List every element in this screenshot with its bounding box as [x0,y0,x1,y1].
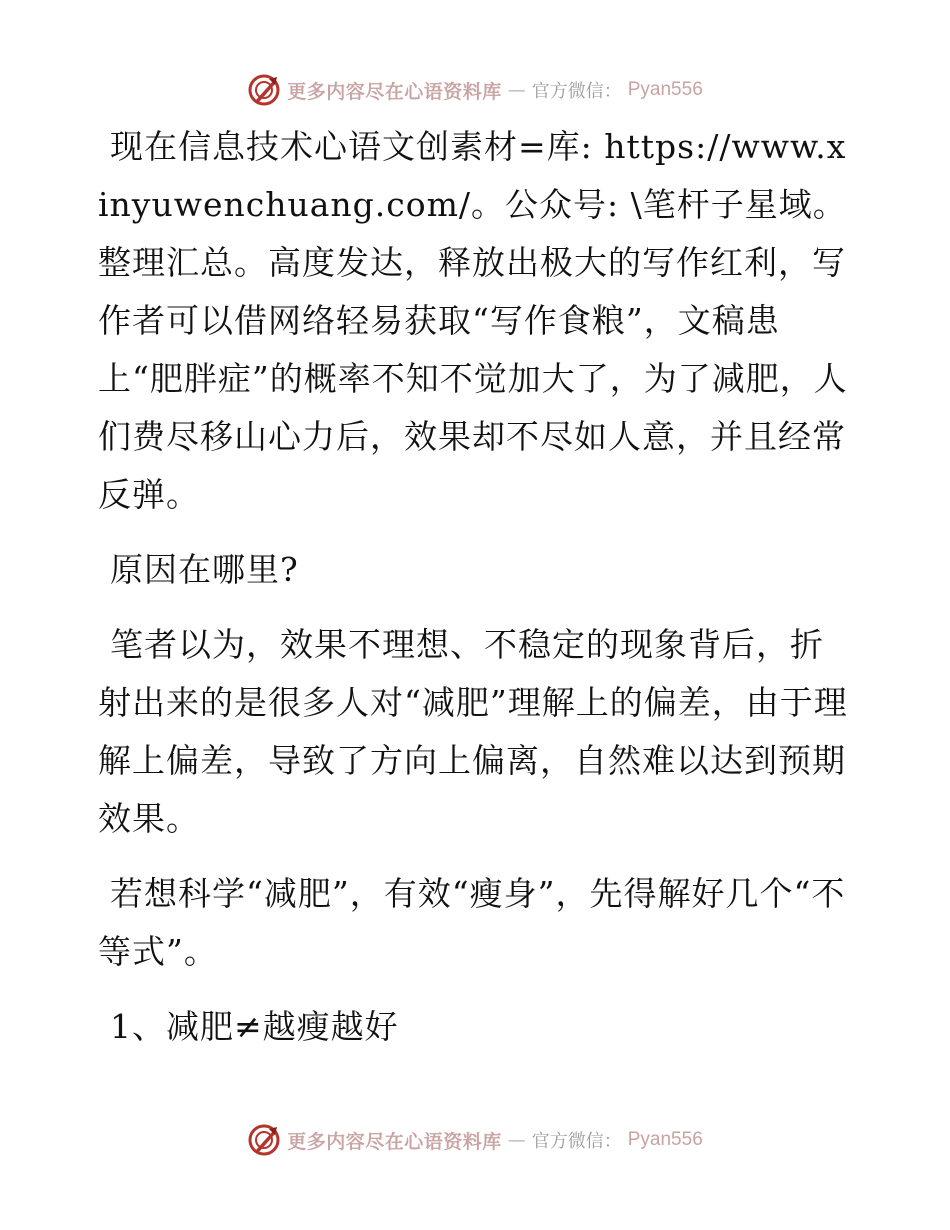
section-heading-1: 1、减肥≠越瘦越好 [110,1007,399,1046]
brand-logo-icon [247,1123,281,1157]
paragraph-2: 原因在哪里? [110,550,299,589]
brand-logo-icon [247,73,281,107]
header-banner-separator: — [507,79,526,101]
paragraph-4: 若想科学“减肥”，有效“瘦身”，先得解好几个“不等式”。 [98,874,846,971]
document-body [98,118,850,1073]
header-wechat-id: Pyan556 [627,79,703,100]
footer-wechat-label: 官方微信： [531,1131,622,1152]
header-banner-text: 更多内容尽在心语资料库 [287,80,502,103]
paragraph-1: 现在信息技术心语文创素材=库: https://www.xinyuwenchuang.com/。公众号: \笔杆子星域。整理汇总。高度发达，释放出极大的写作红利，写作者可以借网络轻易获取“写作食粮”，文稿患上“肥胖症”的概率不知不觉加大了，为了减肥，人们费尽移山心力后，效果却不尽如人意，并且经常反弹。 [98,127,848,514]
footer-banner [0,1120,950,1160]
footer-banner-text: 更多内容尽在心语资料库 [287,1130,502,1153]
header-wechat-label: 官方微信： [531,81,622,102]
header-banner [0,70,950,110]
footer-wechat-id: Pyan556 [627,1129,703,1150]
footer-banner-separator: — [507,1129,526,1151]
paragraph-3: 笔者以为，效果不理想、不稳定的现象背后，折射出来的是很多人对“减肥”理解上的偏差，由于理解上偏差，导致了方向上偏离，自然难以达到预期效果。 [98,625,848,838]
